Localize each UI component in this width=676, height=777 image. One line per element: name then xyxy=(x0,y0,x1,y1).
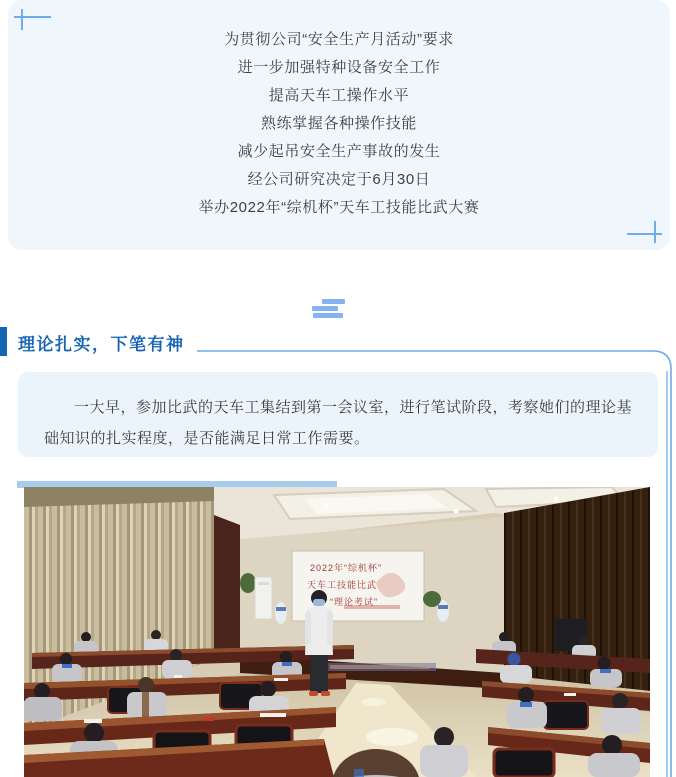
plus-cross-icon xyxy=(14,16,51,18)
intro-text xyxy=(8,26,670,222)
intro-line: 提高天车工操作水平 xyxy=(268,87,410,104)
intro-card xyxy=(8,0,670,250)
intro-line: 熟练掌握各种操作技能 xyxy=(260,115,417,132)
meeting-room-photo[interactable] xyxy=(24,487,650,777)
section-title: 理论扎实，下笔有神 xyxy=(18,335,185,354)
paragraph-text: 一大早，参加比武的天车工集结到第一会议室，进行笔试阶段，考察她们的理论基础知识的扎实程度，是否能满足日常工作需要。 xyxy=(44,399,633,447)
slide-text-line3: “理论考试” xyxy=(330,597,378,607)
intro-line: 减少起吊安全生产事故的发生 xyxy=(237,143,441,160)
plus-cross-icon xyxy=(654,221,656,243)
slide-text-line2: 天车工技能比武 xyxy=(306,580,378,590)
intro-line: 举办2022年“综机杯”天车工技能比武大赛 xyxy=(198,199,480,216)
plus-cross-icon xyxy=(627,233,662,235)
slide-text-line1: 2022年“综机杯” xyxy=(309,563,383,573)
intro-line: 经公司研究决定于6月30日 xyxy=(247,171,431,188)
intro-line: 为贯彻公司“安全生产月活动”要求 xyxy=(224,31,454,48)
photo-column xyxy=(214,515,240,663)
section-accent-bar xyxy=(0,327,7,356)
intro-line: 进一步加强特种设备安全工作 xyxy=(237,59,441,76)
paragraph-box xyxy=(18,372,658,457)
